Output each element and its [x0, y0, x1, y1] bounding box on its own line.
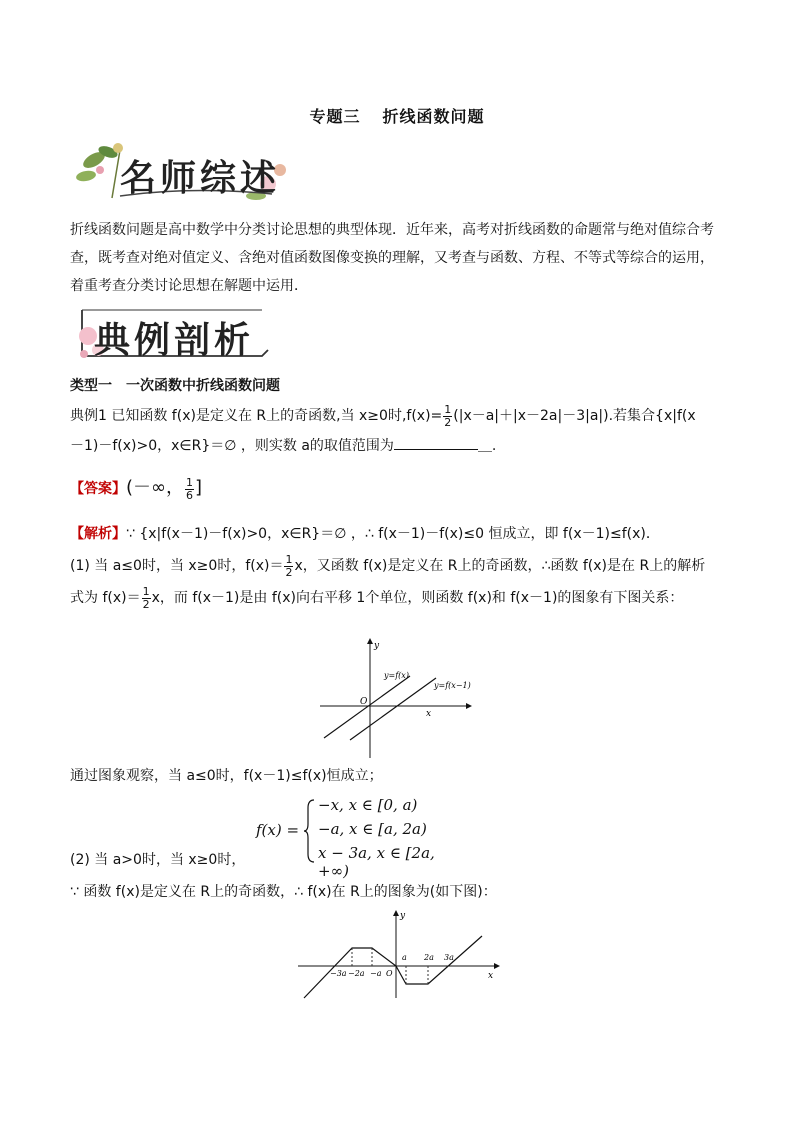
example-line-1	[70, 402, 726, 432]
graph2-y-arrow-icon	[393, 910, 399, 916]
banner-examples-text: 典例剖析	[94, 319, 255, 361]
graph2-origin: O	[386, 969, 393, 978]
case1-num: 1	[285, 552, 293, 566]
graph2-curve	[304, 936, 482, 998]
graph1-curve2-label: y=f(x−1)	[434, 681, 471, 690]
fraction-den: 2	[444, 415, 452, 429]
answer-block	[70, 474, 726, 503]
answer-label: 【答案】	[70, 481, 126, 497]
graph2-tick-neg3a: −3a	[330, 969, 347, 978]
graph2-tick-3a: 3a	[444, 953, 454, 962]
banner-overview-text: 名师综述	[120, 157, 281, 199]
case1-fraction	[284, 554, 293, 579]
graph2-tick-neg2a: −2a	[348, 969, 365, 978]
case1-line-1	[70, 552, 726, 584]
intro-line-2: 查，既考查对绝对值定义、含绝对值函数图像变换的理解，又考查与函数、方程、不等式等综合的运用，	[70, 250, 714, 266]
graph1-origin: O	[360, 697, 368, 707]
graph1-line-f-shift	[350, 678, 436, 740]
graph2-x-arrow-icon	[494, 963, 500, 969]
intro-line-3: 着重考查分类讨论思想在解题中运用．	[70, 278, 308, 294]
example-text-2a: －1)－f(x)>0，x∈R}＝∅ ，则实数 a的取值范围为	[70, 438, 394, 454]
graph-piecewise	[296, 906, 504, 1000]
page-title	[0, 104, 794, 127]
graph2-x-label: x	[488, 971, 494, 981]
graph1-x-arrow-icon	[466, 703, 472, 709]
piecewise-case-1: −x, x ∈ [0, a)	[318, 796, 418, 814]
piecewise-lhs: f(x) =	[256, 821, 300, 839]
answer-num: 1	[186, 475, 194, 489]
example-text-1b: (|x－a|＋|x－2a|－3|a|).若集合{x|f(x	[453, 408, 696, 424]
title-name: 折线函数问题	[382, 107, 485, 126]
section-heading: 类型一 一次函数中折线函数问题	[70, 378, 280, 394]
graph2-tick-2a: 2a	[424, 953, 434, 962]
observation-line: 通过图象观察，当 a≤0时，f(x－1)≤f(x)恒成立；	[70, 768, 383, 784]
analysis-text-1: ∵ {x|f(x－1)－f(x)>0，x∈R}＝∅ ，∴ f(x－1)－f(x)≤0 恒成立，即 f(x－1)≤f(x)．	[126, 526, 660, 542]
answer-blank[interactable]	[394, 435, 478, 450]
case1-den: 2	[285, 565, 293, 579]
answer-fraction	[185, 477, 194, 502]
answer-den: 6	[186, 488, 194, 502]
intro-paragraph	[70, 216, 726, 300]
graph2-y-label: y	[400, 911, 406, 921]
graph1-x-label: x	[426, 709, 432, 719]
banner-overview	[72, 140, 292, 206]
case1-num-2: 1	[142, 584, 150, 598]
graph1-curve1-label: y=f(x)	[384, 671, 409, 680]
case1-den-2: 2	[142, 597, 150, 611]
case1-fraction-2	[142, 586, 151, 611]
answer-interval-right: ]	[195, 477, 203, 498]
graph1-line-f	[324, 676, 410, 738]
case1-text-d: x，而 f(x－1)是由 f(x)向右平移 1个单位，则函数 f(x)和 f(x－1)的图象有下图关系：	[151, 590, 684, 606]
analysis-line-1	[70, 520, 726, 552]
case2-line: (2) 当 a>0时，当 x≥0时，	[70, 852, 246, 868]
case1-line-2	[70, 584, 726, 612]
fraction-half	[443, 404, 452, 429]
fraction-num: 1	[444, 402, 452, 416]
odd-function-line: ∵ 函数 f(x)是定义在 R上的奇函数，∴ f(x)在 R上的图象为(如下图)：	[70, 884, 497, 900]
graph1-y-arrow-icon	[367, 638, 373, 644]
case1-text-c: 式为 f(x)＝	[70, 590, 141, 606]
answer-interval-left: (－∞，	[126, 477, 185, 498]
intro-line-1: 折线函数问题是高中数学中分类讨论思想的典型体现．近年来，高考对折线函数的命题常与绝对值综合考	[70, 222, 714, 238]
graph2-tick-nega: −a	[370, 969, 382, 978]
example-problem	[70, 402, 726, 460]
example-text-2b: ＿.	[477, 438, 497, 454]
analysis-block	[70, 520, 726, 612]
graph1-y-label: y	[374, 641, 380, 651]
example-text-1a: 典例1 已知函数 f(x)是定义在 R上的奇函数,当 x≥0时,f(x)=	[70, 408, 443, 424]
graph-shift	[316, 636, 476, 760]
graph2-tick-a: a	[402, 953, 407, 962]
analysis-label: 【解析】	[70, 526, 126, 542]
case1-text-a: (1) 当 a≤0时，当 x≥0时，f(x)＝	[70, 558, 284, 574]
case1-text-b: x，又函数 f(x)是定义在 R上的奇函数，∴函数 f(x)是在 R上的解析	[294, 558, 706, 574]
title-topic: 专题三	[309, 107, 361, 126]
piecewise-case-3: x − 3a, x ∈ [2a, +∞)	[318, 844, 435, 880]
example-line-2	[70, 432, 726, 460]
banner-examples	[72, 306, 272, 364]
piecewise-case-2: −a, x ∈ [a, 2a)	[318, 820, 427, 838]
